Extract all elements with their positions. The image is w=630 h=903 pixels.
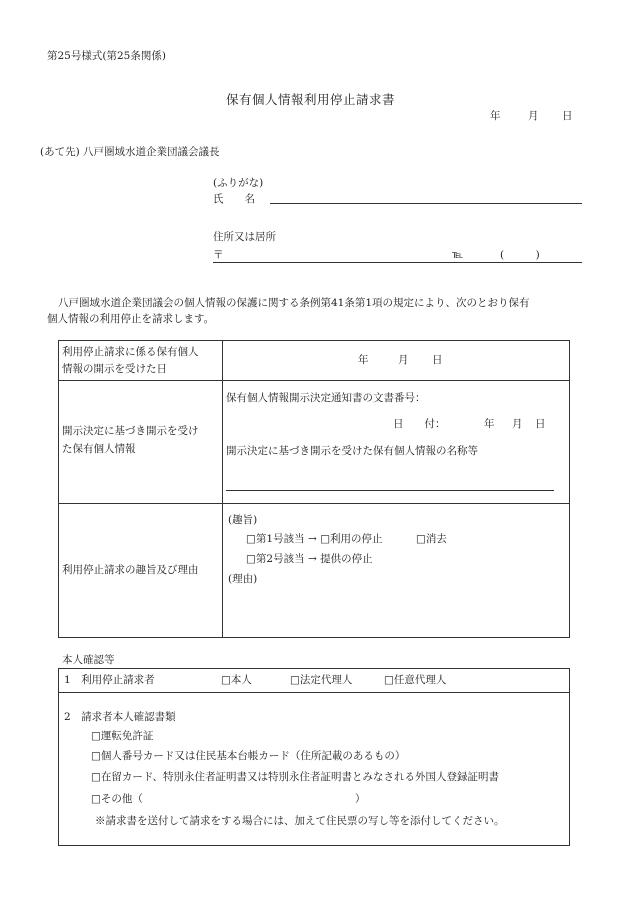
row1-day: 日: [432, 354, 443, 366]
statement-line-1: 八戸圏域水道企業団議会の個人情報の保護に関する条例第41条第1項の規定により、次のとおり保有: [58, 297, 530, 309]
table-row-divider-1: [58, 380, 570, 381]
row2-label-line1: 開示決定に基づき開示を受け: [62, 425, 199, 437]
other-close-paren: ）: [355, 793, 366, 805]
checkbox-voluntary-agent[interactable]: □任意代理人: [384, 674, 447, 686]
page-title: 保有個人情報利用停止請求書: [226, 92, 396, 107]
phone-area-code: ( ): [500, 249, 540, 261]
row3-label: 利用停止請求の趣旨及び理由: [62, 564, 199, 576]
date-year-label: 年: [490, 110, 501, 122]
row2-name-label: 開示決定に基づき開示を受けた保有個人情報の名称等: [226, 445, 478, 457]
checkbox-drivers-license[interactable]: □運転免許証: [91, 730, 154, 742]
mailing-note: ※請求書を送付して請求をする場合には、加えて住民票の写し等を添付してください。: [95, 815, 505, 827]
identity-section-label: 本人確認等: [62, 654, 115, 666]
row2-day: 日: [535, 418, 546, 430]
row3-option-1[interactable]: □第1号該当 → □利用の停止: [246, 533, 383, 545]
row1-label-line1: 利用停止請求に係る保有個人: [62, 346, 199, 358]
identity-item-1-label: 1 利用停止請求者: [64, 674, 155, 686]
checkbox-other[interactable]: □その他（: [91, 793, 143, 805]
row2-month: 月: [512, 418, 523, 430]
row2-doc-number-label: 保有個人情報開示決定通知書の文書番号：: [226, 392, 426, 404]
form-number: 第25号様式(第25条関係): [47, 50, 166, 62]
postal-mark: 〒: [213, 249, 224, 261]
row1-label-line2: 情報の開示を受けた日: [62, 363, 167, 375]
identity-row-divider: [58, 692, 570, 693]
statement-line-2: 個人情報の利用停止を請求します。: [47, 313, 215, 325]
row2-year: 年: [484, 418, 495, 430]
request-table: [58, 340, 570, 638]
row1-month: 月: [398, 354, 409, 366]
checkbox-self[interactable]: □本人: [221, 674, 252, 686]
checkbox-mynumber-card[interactable]: □個人番号カード又は住民基本台帳カード（住所記載のあるもの）: [91, 750, 406, 762]
name-label: 氏 名: [213, 193, 255, 205]
row2-label-line2: た保有個人情報: [62, 443, 136, 455]
phone-icon: ℡: [452, 249, 464, 261]
table-row-divider-2: [58, 503, 570, 504]
row3-option-erase[interactable]: □消去: [416, 533, 447, 545]
row2-name-field[interactable]: [226, 490, 554, 491]
date-day-label: 日: [562, 110, 573, 122]
row2-date-label: 日 付：: [393, 418, 446, 430]
checkbox-residence-card[interactable]: □在留カード、特別永住者証明書又は特別永住者証明書とみなされる外国人登録証明書: [91, 771, 499, 783]
identity-item-2-label: 2 請求者本人確認書類: [64, 711, 176, 723]
checkbox-legal-agent[interactable]: □法定代理人: [290, 674, 353, 686]
address-label: 住所又は居所: [213, 231, 276, 243]
row3-option-2[interactable]: □第2号該当 → 提供の停止: [246, 553, 373, 565]
addressee: (あて先) 八戸圏域水道企業団議会議長: [40, 146, 220, 158]
row3-reason-label: (理由): [228, 573, 258, 585]
name-field[interactable]: [270, 203, 582, 204]
row1-year: 年: [358, 354, 369, 366]
address-field[interactable]: [213, 262, 582, 263]
date-month-label: 月: [528, 110, 539, 122]
row3-purpose-label: (趣旨): [228, 514, 258, 526]
table-column-divider: [222, 340, 223, 638]
furigana-label: (ふりがな): [213, 177, 264, 189]
